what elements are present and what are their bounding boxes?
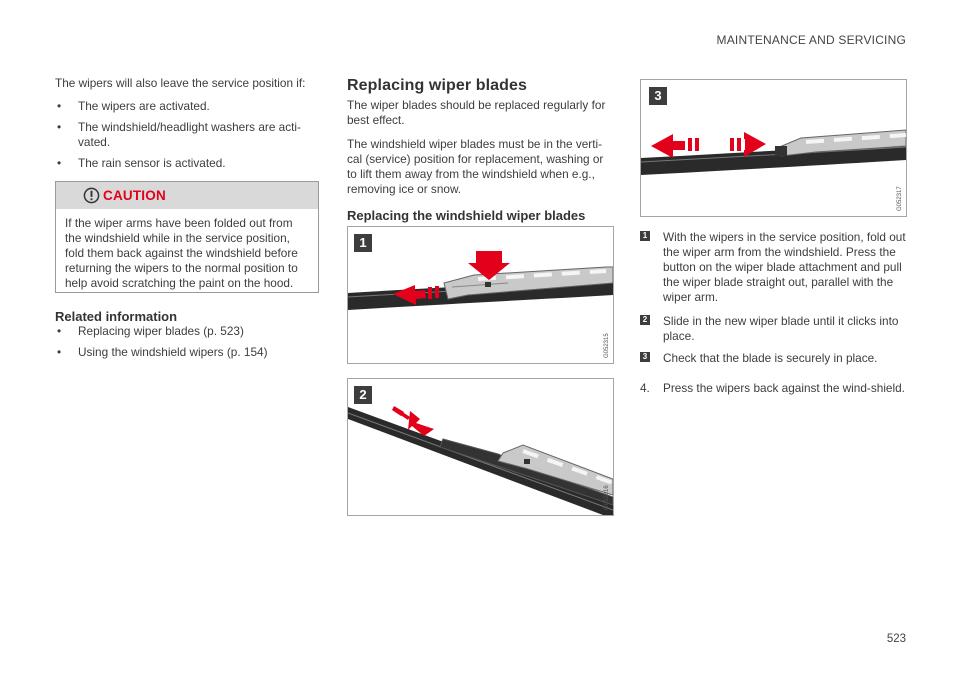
step-text: Press the wipers back against the wind-shield. (663, 381, 905, 395)
intro-paragraph: The wiper blades should be replaced regularly for best effect. (347, 98, 606, 127)
figure-id: G052316 (604, 485, 610, 510)
step-text: Slide in the new wiper blade until it clicks into place. (663, 314, 899, 343)
step-item (640, 314, 910, 344)
caution-header (56, 182, 318, 209)
intro-text: The wipers will also leave the service position if: (55, 76, 306, 90)
figure-badge: 3 (649, 87, 667, 105)
service-exit-list (55, 99, 320, 177)
list-item: • The rain sensor is activated. (57, 156, 226, 170)
final-step (640, 381, 910, 396)
related-links-list (55, 324, 320, 366)
pull-out-arrow (651, 134, 685, 158)
figure-id: G052315 (604, 333, 610, 358)
caution-box (55, 181, 319, 293)
step-text: With the wipers in the service position, fold out the wiper arm from the windshield. Press the button on the wiper blade attachment and pull the wiper blade straight out, parallel with the wiper arm. (663, 230, 906, 304)
step-marker: 2 (640, 315, 650, 325)
running-header: MAINTENANCE AND SERVICING (716, 33, 906, 47)
figure-1 (347, 226, 614, 364)
subsection-title: Replacing the windshield wiper blades (347, 208, 586, 223)
step-number: 4. (640, 381, 650, 395)
related-information-heading: Related information (55, 309, 178, 324)
step-item (640, 230, 910, 305)
figure-3 (640, 79, 907, 217)
list-item: • The wipers are activated. (57, 99, 210, 113)
figure-id: G052317 (897, 186, 903, 211)
figure-2 (347, 378, 614, 516)
caution-text: If the wiper arms have been folded out from the windshield while in the service position, fold them back against the windshield before returning the wipers to the normal position to help avoid scratching the paint on the hood. (65, 216, 298, 290)
page-number: 523 (886, 633, 906, 645)
step-item (640, 351, 910, 366)
step-marker: 1 (640, 231, 650, 241)
figure-badge: 2 (354, 386, 372, 404)
service-position-paragraph: The windshield wiper blades must be in the verti-cal (service) position for replacement, washing or to lift them away from the windshield when e.g., removing ice or snow. (347, 137, 604, 196)
wiper-blade-illustration (348, 379, 613, 515)
list-item: • The windshield/headlight washers are acti-vated. (57, 120, 301, 149)
related-link[interactable]: • Using the windshield wipers (p. 154) (57, 345, 268, 359)
step-marker: 3 (640, 352, 650, 362)
wiper-blade-illustration (641, 80, 906, 216)
figure-badge: 1 (354, 234, 372, 252)
wiper-blade-illustration (348, 227, 613, 363)
caution-title: CAUTION (103, 188, 166, 203)
section-title: Replacing wiper blades (347, 77, 528, 94)
related-link[interactable]: • Replacing wiper blades (p. 523) (57, 324, 244, 338)
step-text: Check that the blade is securely in place. (663, 351, 878, 365)
exclamation-circle-icon (83, 187, 100, 204)
